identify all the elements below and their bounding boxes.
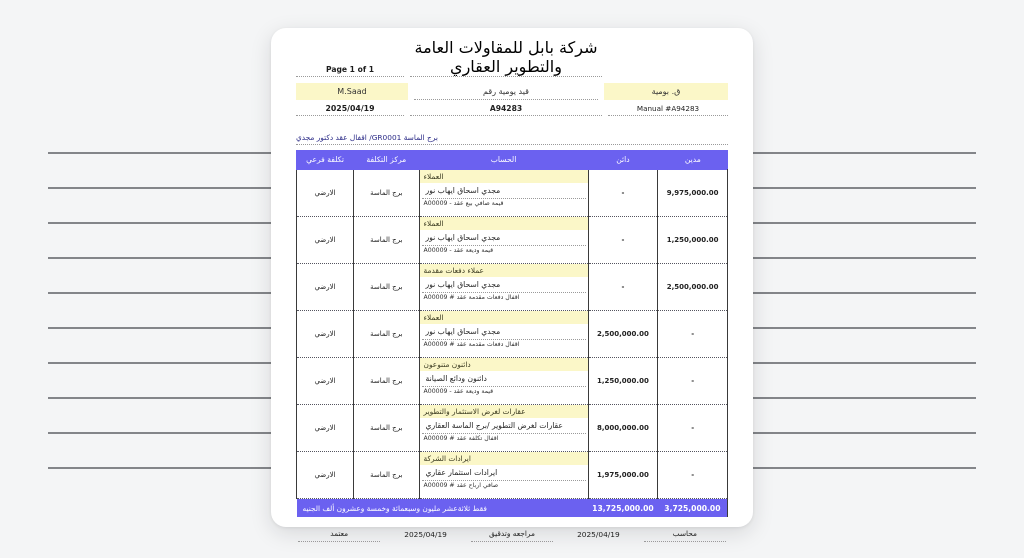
- account-sub-name: مجدي اسحاق ايهاب نور: [422, 183, 586, 199]
- background-rule: [748, 432, 976, 434]
- cell-debit: 1,250,000.00: [658, 217, 728, 264]
- table-header-row: [297, 150, 728, 170]
- cell-account: [419, 452, 588, 499]
- cell-cost-center: برج الماسة: [354, 170, 419, 217]
- account-cell-content: [420, 358, 588, 404]
- reference-line: برج الماسة GR0001/ اقفال عقد دكتور مجدي: [296, 133, 728, 145]
- account-note: اقفال تكلفة عقد # A00009: [423, 435, 499, 443]
- account-note: قيمة صافي بيع عقد - A00009: [423, 200, 504, 208]
- voucher-number: A94283: [410, 104, 602, 116]
- cell-debit: -: [658, 311, 728, 358]
- cell-credit: 1,250,000.00: [588, 358, 658, 405]
- account-name: دائنون متنوعون: [420, 358, 588, 371]
- cell-cost-center: برج الماسة: [354, 217, 419, 264]
- total-amount-in-words: فقط ثلاثةعشر مليون وسبعمائة وخمسة وعشرون ألف الجنيه: [297, 499, 589, 518]
- background-rule: [748, 362, 976, 364]
- voucher-date: 2025/04/19: [296, 104, 404, 116]
- cell-debit: 9,975,000.00: [658, 170, 728, 217]
- journal-voucher-document: [271, 28, 753, 539]
- total-debit: 3,725,000.00: [658, 499, 728, 518]
- background-rule: [748, 397, 976, 399]
- cell-cost-center: برج الماسة: [354, 405, 419, 452]
- cell-credit: 8,000,000.00: [588, 405, 658, 452]
- cell-sub-cost: الارضي: [297, 217, 354, 264]
- cell-sub-cost: الارضي: [297, 452, 354, 499]
- background-rule: [748, 222, 976, 224]
- background-rule: [48, 397, 276, 399]
- cell-sub-cost: الارضي: [297, 358, 354, 405]
- cell-sub-cost: الارضي: [297, 405, 354, 452]
- total-credit: 13,725,000.00: [588, 499, 658, 518]
- account-cell-content: [420, 405, 588, 451]
- page-indicator: Page 1 of 1: [296, 65, 404, 77]
- footer-review-label: مراجعه وتدقيق: [471, 529, 553, 542]
- cell-credit: -: [588, 170, 658, 217]
- account-sub-name: عقارات لغرض التطوير /برج الماسة العقاري: [422, 418, 586, 434]
- column-header-sub-cost: تكلفة فرعي: [297, 150, 354, 170]
- cell-debit: -: [658, 358, 728, 405]
- cell-credit: 2,500,000.00: [588, 311, 658, 358]
- account-cell-content: [420, 217, 588, 263]
- voucher-type-badge: ق. بومية: [604, 83, 728, 100]
- cell-cost-center: برج الماسة: [354, 264, 419, 311]
- signature-footer: [296, 529, 728, 542]
- footer-approved-label: معتمد: [298, 529, 380, 542]
- background-rule: [48, 362, 276, 364]
- company-name: شركة بابل للمقاولات العامة والتطوير العقاري: [410, 38, 602, 77]
- footer-review-date: 2025/04/19: [404, 530, 447, 539]
- footer-accountant-label: محاسب: [644, 529, 726, 542]
- cell-credit: -: [588, 264, 658, 311]
- cell-cost-center: برج الماسة: [354, 358, 419, 405]
- background-rule: [748, 257, 976, 259]
- account-cell-content: [420, 170, 588, 216]
- cell-cost-center: برج الماسة: [354, 311, 419, 358]
- table-row: [297, 311, 728, 358]
- account-name: العملاء: [420, 311, 588, 324]
- account-sub-name: ايرادات استثمار عقاري: [422, 465, 586, 481]
- background-rule: [48, 292, 276, 294]
- account-note: اقفال دفعات مقدمة عقد # A00009: [423, 341, 520, 349]
- cell-sub-cost: الارضي: [297, 264, 354, 311]
- account-sub-name: مجدي اسحاق ايهاب نور: [422, 230, 586, 246]
- account-name: عملاء دفعات مقدمة: [420, 264, 588, 277]
- footer-accountant-date: 2025/04/19: [577, 530, 620, 539]
- table-row: [297, 405, 728, 452]
- table-row: [297, 264, 728, 311]
- table-total-row: [297, 499, 728, 518]
- column-header-cost-center: مركز التكلفة: [354, 150, 419, 170]
- cell-debit: 2,500,000.00: [658, 264, 728, 311]
- account-cell-content: [420, 452, 588, 498]
- cell-account: [419, 170, 588, 217]
- account-note: قيمة وديعة عقد - A00009: [423, 388, 494, 396]
- background-rule: [48, 152, 276, 154]
- account-name: العملاء: [420, 217, 588, 230]
- document-header-row-3: [296, 104, 728, 116]
- background-rule: [48, 187, 276, 189]
- cell-cost-center: برج الماسة: [354, 452, 419, 499]
- voucher-title: قيد يومية رقم: [414, 87, 598, 100]
- background-rule: [48, 257, 276, 259]
- cell-account: [419, 217, 588, 264]
- table-row: [297, 170, 728, 217]
- manual-reference: Manual #A94283: [608, 104, 728, 116]
- cell-account: [419, 405, 588, 452]
- cell-sub-cost: الارضي: [297, 170, 354, 217]
- account-sub-name: مجدي اسحاق ايهاب نور: [422, 277, 586, 293]
- background-rule: [48, 432, 276, 434]
- account-name: العملاء: [420, 170, 588, 183]
- table-row: [297, 217, 728, 264]
- account-name: عقارات لغرض الاستثمار والتطوير: [420, 405, 588, 418]
- background-rule: [748, 152, 976, 154]
- column-header-debit: مدين: [658, 150, 728, 170]
- account-cell-content: [420, 264, 588, 310]
- cell-account: [419, 311, 588, 358]
- document-header-row-2: [296, 83, 728, 100]
- user-badge: M.Saad: [296, 83, 408, 100]
- background-rule: [748, 187, 976, 189]
- cell-credit: 1,975,000.00: [588, 452, 658, 499]
- account-cell-content: [420, 311, 588, 357]
- background-rule: [48, 467, 276, 469]
- table-row: [297, 358, 728, 405]
- column-header-credit: دائن: [588, 150, 658, 170]
- account-name: ايرادات الشركة: [420, 452, 588, 465]
- table-body: [297, 170, 728, 499]
- document-header-row-1: [296, 38, 728, 77]
- column-header-account: الحساب: [419, 150, 588, 170]
- background-rule: [748, 292, 976, 294]
- background-rule: [748, 467, 976, 469]
- account-note: صافي ارباح عقد # A00009: [423, 482, 499, 490]
- account-sub-name: دائنون ودائع الصيانة: [422, 371, 586, 387]
- background-rule: [748, 327, 976, 329]
- cell-account: [419, 358, 588, 405]
- reference-line-wrapper: [296, 125, 728, 145]
- account-sub-name: مجدي اسحاق ايهاب نور: [422, 324, 586, 340]
- cell-credit: -: [588, 217, 658, 264]
- account-note: اقفال دفعات مقدمة عقد # A00009: [423, 294, 520, 302]
- table-row: [297, 452, 728, 499]
- cell-debit: -: [658, 452, 728, 499]
- cell-sub-cost: الارضي: [297, 311, 354, 358]
- background-rule: [48, 222, 276, 224]
- cell-debit: -: [658, 405, 728, 452]
- account-note: قيمة وديعة عقد - A00009: [423, 247, 494, 255]
- background-rule: [48, 327, 276, 329]
- cell-account: [419, 264, 588, 311]
- journal-entries-table: [296, 150, 728, 517]
